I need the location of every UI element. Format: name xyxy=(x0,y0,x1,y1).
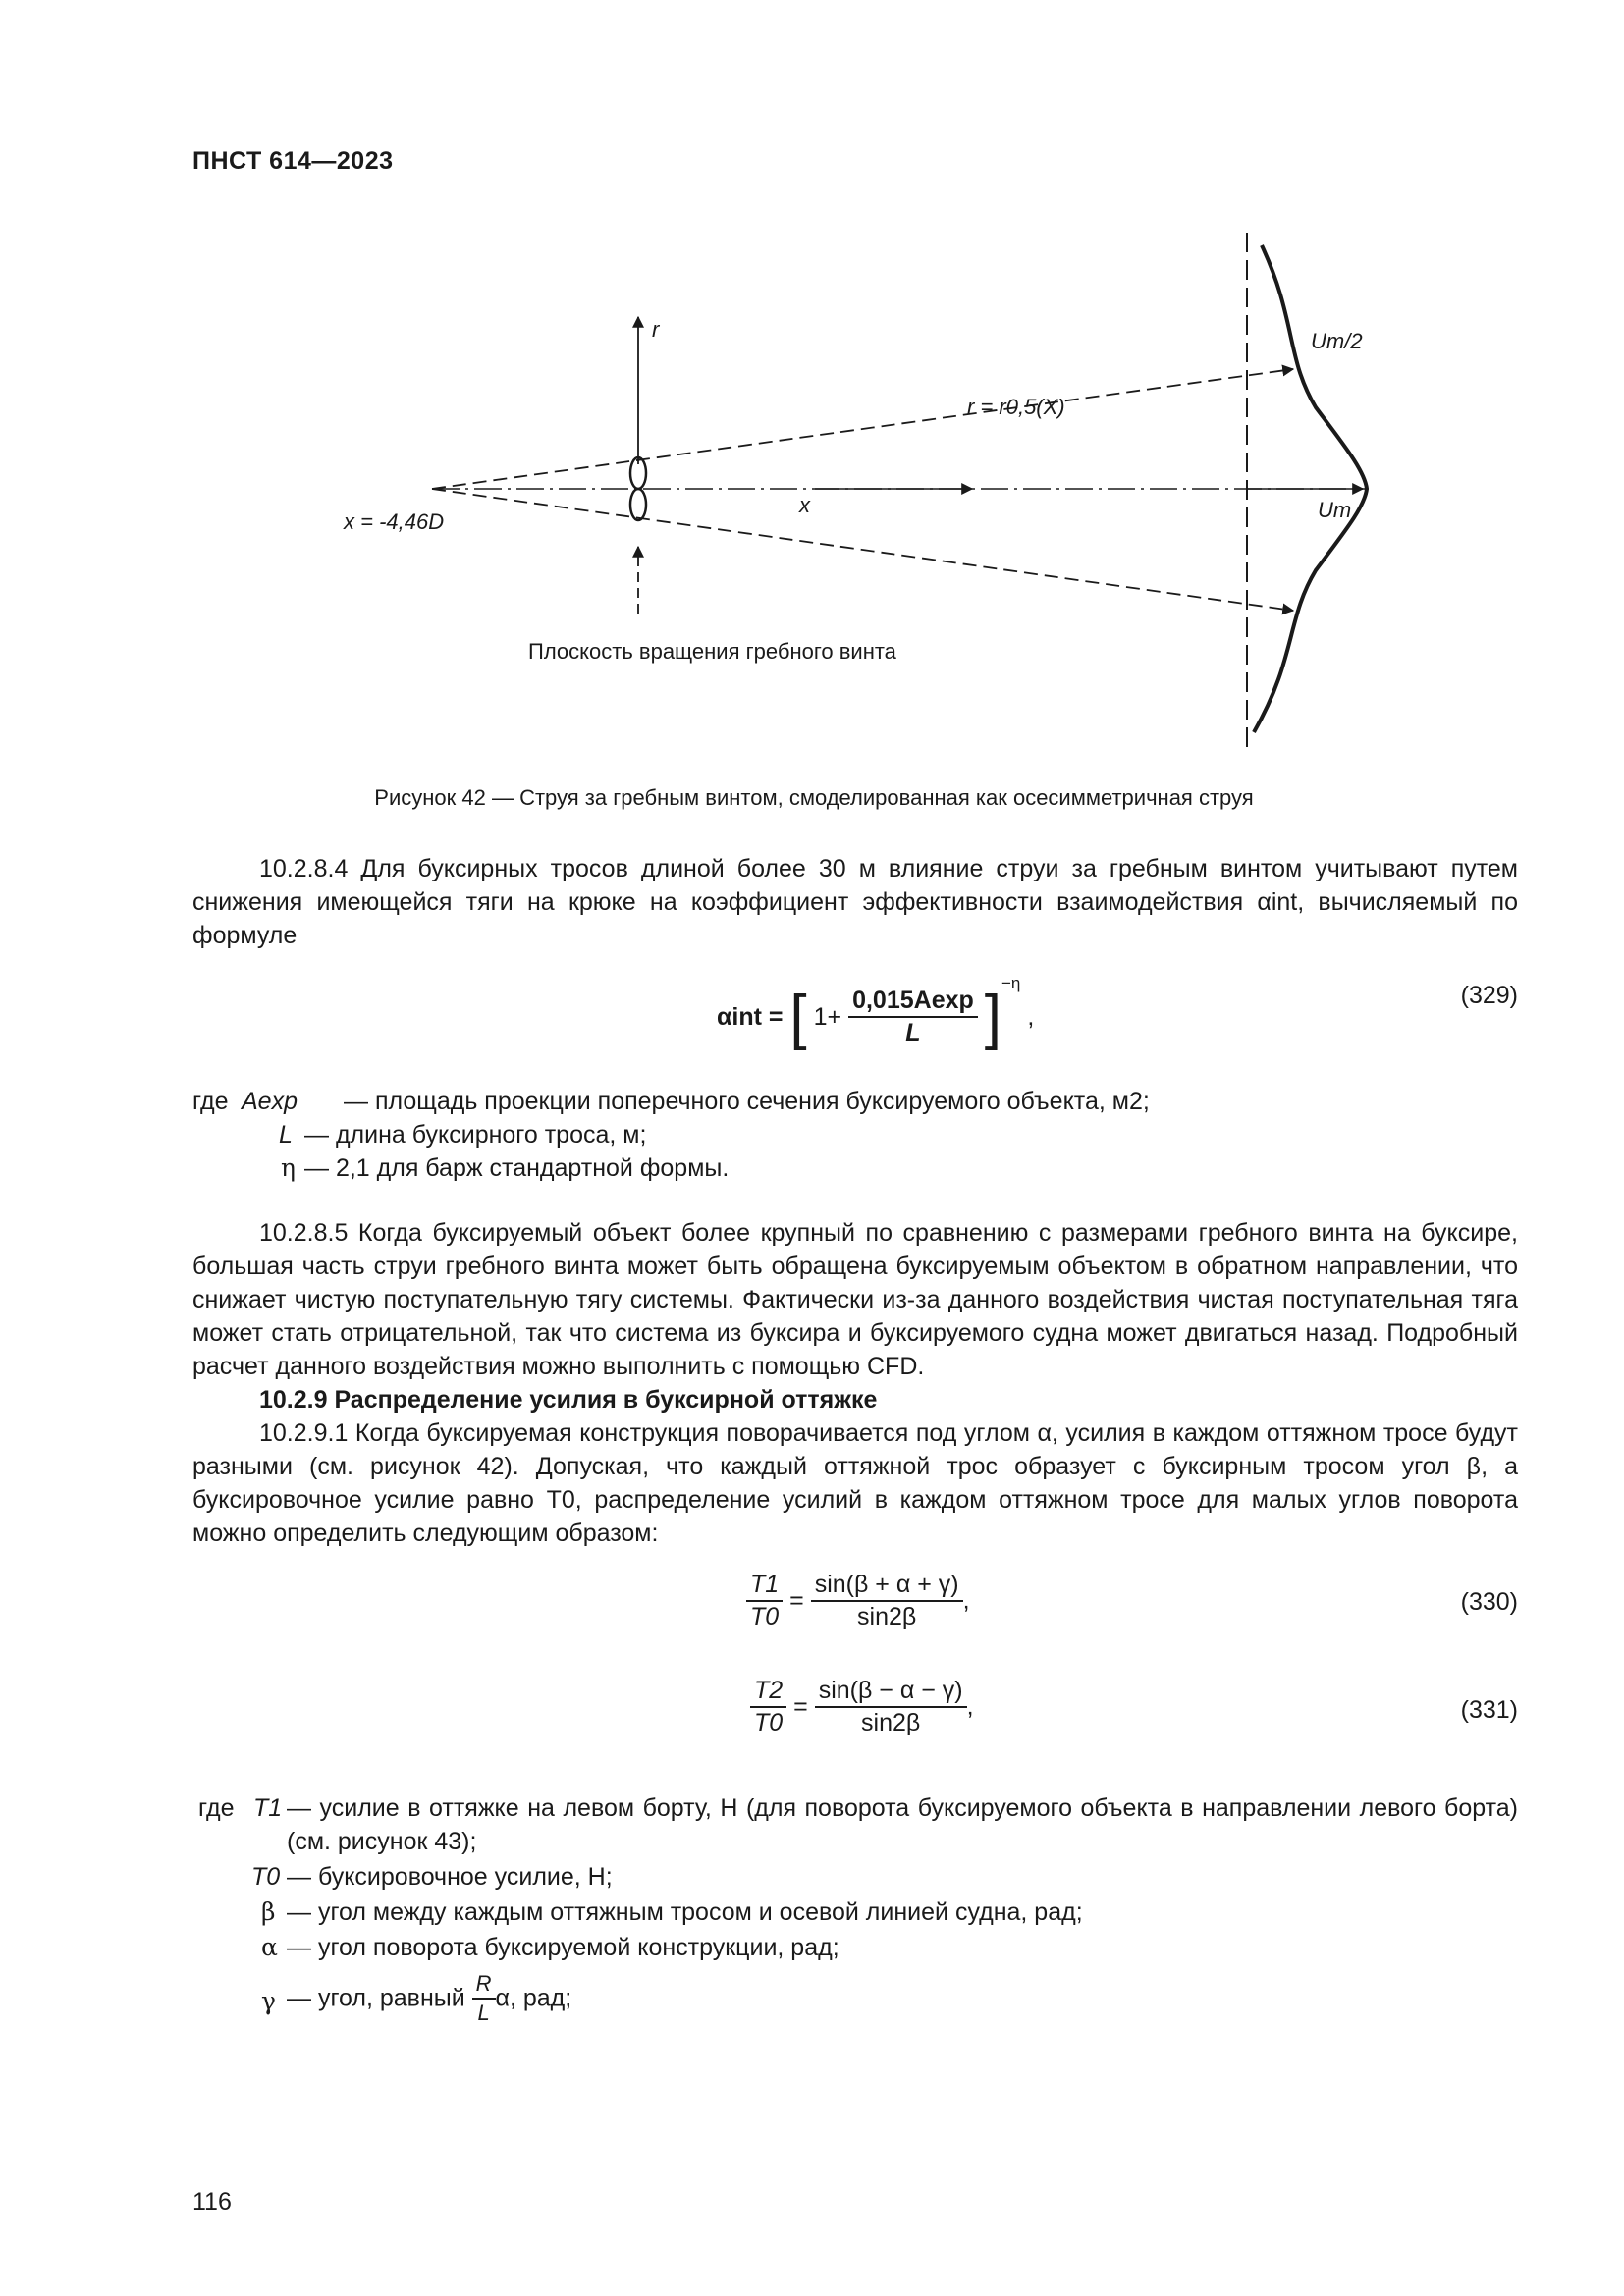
um-half-label: Um/2 xyxy=(1311,329,1363,353)
eq329-denominator: L xyxy=(905,1019,921,1047)
where2-sym-2: β xyxy=(261,1897,276,1926)
where2-sym-3: α xyxy=(261,1933,278,1961)
section-heading-10-2-9: 10.2.9 Распределение усилия в буксирной оттяжке xyxy=(259,1386,878,1414)
jet-boundary-lower xyxy=(432,489,1293,611)
eq331-lhs-num: T2 xyxy=(750,1677,786,1708)
paragraph-10-2-9-1: 10.2.9.1 Когда буксируемая конструкция поворачивается под углом α, усилия в каждом оттяжном тросе будут разными (см. рисунок 42). Допуская, что каждый оттяжной трос образует с буксирным тросом угол β, а буксировочное усилие равно T0, распределение усилий в каждом оттяжном тросе для малых углов поворота можно определить следующим образом: xyxy=(192,1419,1518,1547)
eq330-den: sin2β xyxy=(857,1603,917,1630)
formula-331 xyxy=(750,1677,974,1737)
eq330-lhs-num: T1 xyxy=(746,1571,783,1602)
figure-caption: Рисунок 42 — Струя за гребным винтом, смоделированная как осесимметричная струя xyxy=(374,785,1254,810)
eq331-comma: , xyxy=(966,1692,974,1721)
eq331-number: (331) xyxy=(1460,1696,1518,1724)
eq331-eq: = xyxy=(793,1692,808,1721)
x-axis-label: x xyxy=(799,493,810,517)
where2-sym-0: T1 xyxy=(253,1794,283,1822)
eq329-lhs: αint = xyxy=(717,1002,784,1031)
where1-sym-0: Aexp xyxy=(242,1088,298,1115)
eq330-eq: = xyxy=(789,1586,804,1615)
document-header: ПНСТ 614—2023 xyxy=(192,147,394,175)
where1-text-2: — 2,1 для барж стандартной формы. xyxy=(304,1154,730,1182)
eq331-den: sin2β xyxy=(861,1709,921,1736)
plane-label: Плоскость вращения гребного винта xyxy=(528,639,896,664)
eq329-one: 1+ xyxy=(813,1002,842,1031)
r-axis-label: r xyxy=(652,317,660,342)
where2-text-3: — угол поворота буксируемой конструкции, рад; xyxy=(287,1934,839,1961)
where2-text-0 xyxy=(287,1791,1518,1858)
eq329-number: (329) xyxy=(1460,982,1518,1009)
eq329-numerator: 0,015Aexp xyxy=(848,987,978,1018)
origin-label: x = -4,46D xyxy=(344,509,445,534)
where-label-1: где xyxy=(192,1088,229,1115)
gamma-frac-num: R xyxy=(472,1971,496,2000)
eq330-num: sin(β + α + γ) xyxy=(811,1571,963,1602)
where-label-2: где xyxy=(198,1794,235,1822)
where1-sym-2: η xyxy=(281,1153,296,1182)
where2-sym-4: γ xyxy=(261,1987,276,2015)
where2-text-0-content: — усилие в оттяжке на левом борту, Н (для поворота буксируемого объекта в направлении левого борта) (см. рисунок 43); xyxy=(287,1794,1518,1855)
boundary-label: r = r0,5(X) xyxy=(967,395,1065,419)
eq331-num: sin(β − α − γ) xyxy=(815,1677,967,1708)
eq331-lhs-den: T0 xyxy=(754,1709,784,1736)
eq329-exponent: −η xyxy=(1001,974,1021,992)
paragraph-10-2-8-5: 10.2.8.5 Когда буксируемый объект более крупный по сравнению с размерами гребного винта на буксире, большая часть струи гребного винта может быть обращена буксируемым объектом в обратном направлении, что снижает чистую поступательную тягу системы. Фактически из-за данного воздействия чистая поступательная тяга может стать отрицательной, так что система из буксира и буксируемого судна может двигаться назад. Подробный расчет данного воздействия можно выполнить с помощью CFD. xyxy=(192,1219,1518,1380)
where1-text-1: — длина буксирного троса, м; xyxy=(304,1121,647,1148)
eq330-lhs-den: T0 xyxy=(750,1603,780,1630)
formula-330 xyxy=(746,1571,970,1631)
where1-sym-1: L xyxy=(279,1121,293,1148)
where2-sym-1: T0 xyxy=(251,1863,281,1891)
where1-text-0: — площадь проекции поперечного сечения буксируемого объекта, м2; xyxy=(344,1088,1150,1115)
paragraph-10-2-8-4: 10.2.8.4 Для буксирных тросов длиной более 30 м влияние струи за гребным винтом учитывают путем снижения имеющейся тяги на крюке на коэффициент эффективности взаимодействия αint, вычисляемый по формуле xyxy=(192,855,1518,949)
eq330-number: (330) xyxy=(1460,1588,1518,1616)
where2-text-4 xyxy=(287,1971,571,2026)
um-label: Um xyxy=(1318,498,1352,522)
jet-figure xyxy=(324,221,1404,771)
where2-text-4-after: α, рад; xyxy=(495,1984,572,2012)
where2-text-1: — буксировочное усилие, Н; xyxy=(287,1863,613,1891)
propeller-blade-lower xyxy=(630,489,646,520)
page-number: 116 xyxy=(192,2188,232,2216)
formula-329: αint = [ 1+ $\frac{0,015Aexp}{L}$ ]$^{-\eta}$ , xyxy=(717,974,1035,1051)
where2-text-2: — угол между каждым оттяжным тросом и осевой линией судна, рад; xyxy=(287,1898,1083,1926)
jet-boundary-upper xyxy=(432,369,1293,489)
where2-text-4-content: — угол, равный xyxy=(287,1984,465,2012)
eq330-comma: , xyxy=(962,1586,970,1615)
eq329-comma: , xyxy=(1027,1002,1035,1031)
gamma-frac-den: L xyxy=(477,2001,490,2025)
